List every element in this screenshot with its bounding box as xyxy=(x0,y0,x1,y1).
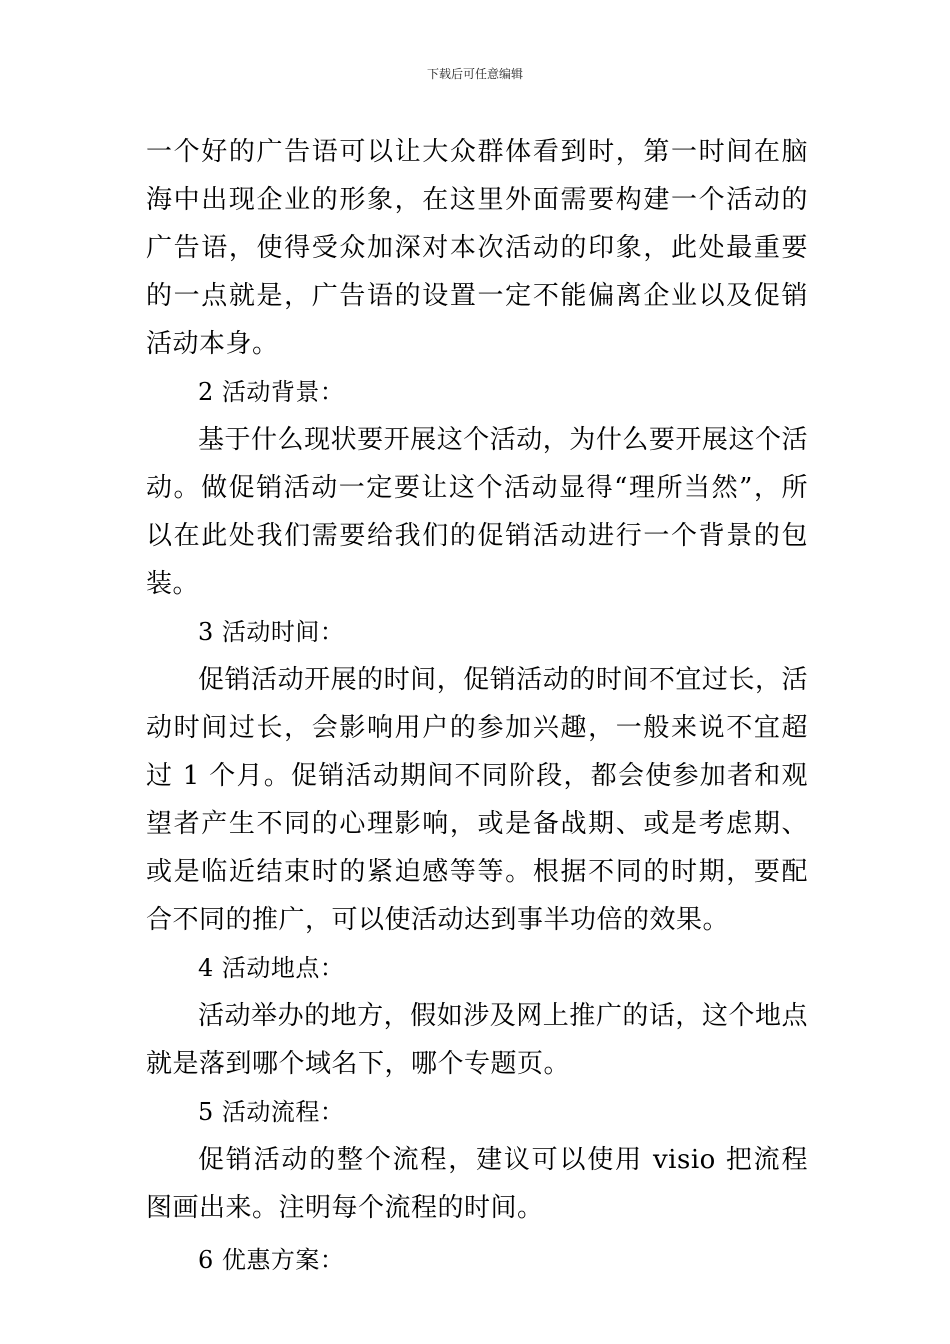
page-header-note: 下载后可任意编辑 xyxy=(426,67,523,81)
section-heading-offer: 6 优惠方案： xyxy=(198,1246,345,1274)
paragraph-slogan: 一个好的广告语可以让大众群体看到时，第一时间在脑海中出现企业的形象，在这里外面需要构建一个活动的广告语，使得受众加深对本次活动的印象，此处最重要的一点就是，广告语的设置一定不能偏离企业以及促销活动本身。 xyxy=(146,137,808,359)
section-heading-location: 4 活动地点： xyxy=(198,954,345,982)
section-heading-background: 2 活动背景： xyxy=(198,378,345,406)
paragraph-background: 基于什么现状要开展这个活动，为什么要开展这个活动。做促销活动一定要让这个活动显得“理所当然”，所以在此处我们需要给我们的促销活动进行一个背景的包装。 xyxy=(146,425,808,599)
paragraph-location: 活动举办的地方，假如涉及网上推广的话，这个地点就是落到哪个域名下，哪个专题页。 xyxy=(146,1001,808,1079)
document-body xyxy=(146,128,808,1284)
paragraph-time: 促销活动开展的时间，促销活动的时间不宜过长，活动时间过长，会影响用户的参加兴趣，一般来说不宜超过 1 个月。促销活动期间不同阶段，都会使参加者和观望者产生不同的心理影响，或是备战期、或是考虑期、或是临近结束时的紧迫感等等。根据不同的时期，要配合不同的推广，可以使活动达到事半功倍的效果。 xyxy=(146,665,808,935)
section-heading-time: 3 活动时间： xyxy=(198,618,345,646)
section-heading-process: 5 活动流程： xyxy=(198,1098,345,1126)
paragraph-process: 促销活动的整个流程，建议可以使用 visio 把流程图画出来。注明每个流程的时间。 xyxy=(146,1145,808,1223)
